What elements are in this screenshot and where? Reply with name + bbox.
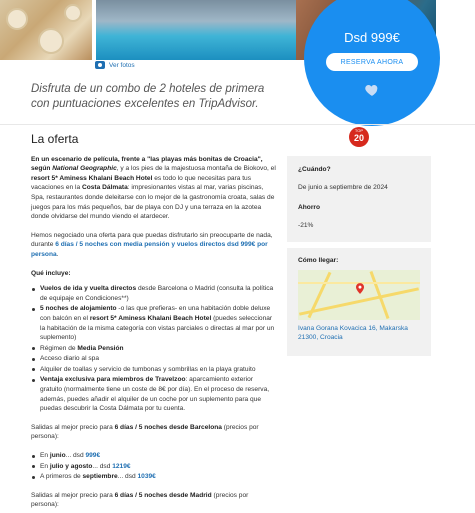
price-circle	[304, 0, 440, 126]
offer-content	[31, 132, 276, 513]
hero-photo-food[interactable]	[0, 0, 92, 60]
savings-value: -21%	[298, 222, 314, 229]
offer-title: La oferta	[31, 132, 79, 146]
list-item: En julio y agosto... dsd 1219€	[31, 462, 276, 472]
list-item: En junio... dsd 999€	[31, 451, 276, 461]
list-item: 5 noches de alojamiento -o las que prefieras- en una habitación doble deluxe con balcón en el resort 5* Aminess Khalani Beach Hotel (puedes seleccionar la habitación de la misma categoría con vistas parciales o directas al mar por un suplemento)	[31, 304, 276, 342]
prices-list	[31, 451, 276, 482]
departures-barcelona: Salidas al mejor precio para 6 días / 5 noches desde Barcelona (precios por persona):	[31, 423, 259, 441]
list-item: A primeros de septiembre... dsd 1039€	[31, 472, 276, 482]
list-item: Acceso diario al spa	[31, 354, 276, 364]
offer-tagline: Disfruta de un combo de 2 hoteles de primera con puntuaciones excelentes en TripAdvisor.	[31, 83, 265, 110]
savings-title: Ahorro	[298, 204, 320, 211]
list-item: Régimen de Media Pensión	[31, 344, 276, 354]
when-title: ¿Cuándo?	[298, 166, 331, 173]
badge-number: 20	[353, 133, 364, 143]
list-item: Vuelos de ida y vuelta directos desde Barcelona o Madrid (consulta la política de equipaje en Condiciones**)	[31, 284, 276, 303]
location-map[interactable]	[298, 270, 420, 320]
map-panel	[287, 248, 431, 356]
offer-summary: Hemos negociado una oferta para que puedas disfrutarlo sin preocuparte de nada, durante 6 días / 5 noches con media pensión y vuelos directos dsd 999€ por persona.	[31, 231, 273, 258]
includes-list	[31, 284, 276, 414]
offer-description: En un escenario de película, frente a "las playas más bonitas de Croacia", según National Geographic, y a los pies de la majestuosa montaña de Biokovo, el resort 5* Aminess Khalani Beach Hotel es todo lo que necesitas para tus vacaciones en la Costa Dálmata: impresionantes vistas al mar, varias piscinas, Spa, restaurantes donde deleitarse con lo mejor de la gastronomía croata, salas de juegos para los más pequeños, bar de playa con DJ y una terraza en la azotea donde olvidarse del mundo viendo el atardecer.	[31, 155, 276, 221]
view-photos-label: Ver fotos	[109, 61, 135, 69]
price-label: Dsd 999€	[344, 30, 400, 45]
hotel-address-link[interactable]: Ivana Gorana Kovacica 16, Makarska 21300, Croacia	[298, 325, 408, 341]
list-item: Alquiler de toallas y servicio de tumbonas y sombrillas en la playa gratuito	[31, 365, 276, 375]
top20-badge	[349, 127, 369, 147]
hero-photo-pool[interactable]	[96, 0, 296, 60]
heart-icon[interactable]	[364, 82, 380, 98]
badge-top-label: TOP	[354, 128, 364, 133]
view-photos-link[interactable]	[95, 61, 135, 69]
includes-heading: Qué incluye:	[31, 269, 71, 277]
when-panel	[287, 156, 431, 242]
section-divider	[0, 124, 475, 125]
list-item: Ventaja exclusiva para miembros de Travelzoo: aparcamiento exterior gratuito (normalmente tiene un coste de 8€ por día). En el proceso de reserva, además, puedes añadir el alquiler de un coche por un suplemento para que puedas descubrir la Costa Dálmata por tu cuenta.	[31, 375, 276, 413]
when-dates: De junio a septiembre de 2024	[298, 184, 388, 191]
map-title: Cómo llegar:	[298, 257, 339, 264]
camera-icon	[95, 61, 105, 69]
departures-madrid: Salidas al mejor precio para 6 días / 5 noches desde Madrid (precios por persona):	[31, 491, 249, 509]
reserve-now-button[interactable]: RESERVA AHORA	[326, 53, 418, 71]
map-pin-icon	[356, 283, 364, 294]
